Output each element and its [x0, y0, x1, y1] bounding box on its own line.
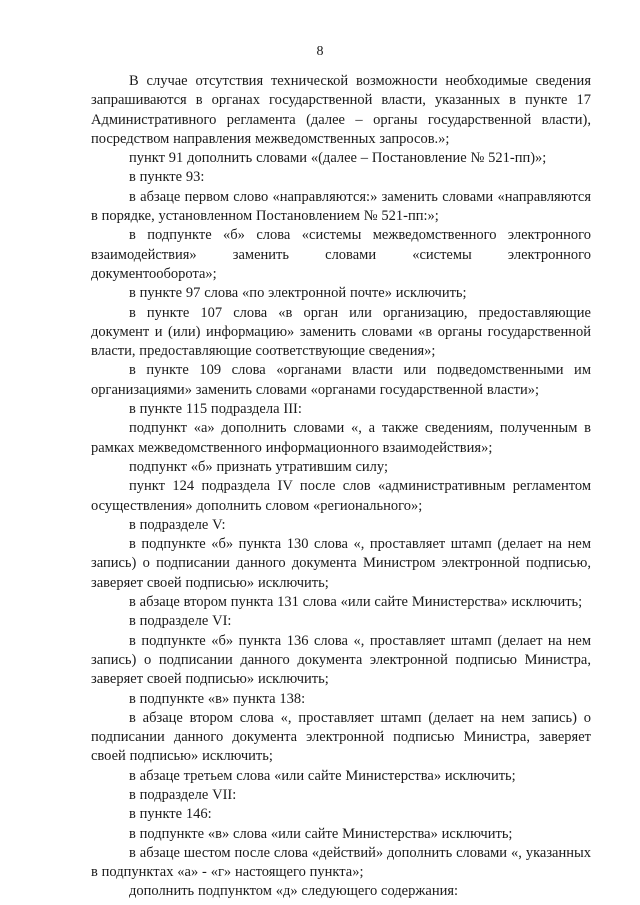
paragraph: В случае отсутствия технической возможности необходимые сведения запрашиваются в органах государственной власти, указанных в пункте 17 Административного регламента (далее – органы государственной власти), посредством направления межведомственных запросов.»; — [91, 73, 591, 147]
paragraph: в абзаце первом слово «направляются:» заменить словами «направляются в порядке, установленном Постановлением № 521-пп:»; — [91, 188, 591, 225]
paragraph: в пункте 93: — [129, 169, 205, 186]
paragraph: в подпункте «б» пункта 136 слова «, проставляет штамп (делает на нем запись) о подписании данного документа электронной подписью Министра, заверяет своей подписью» исключить; — [91, 632, 591, 688]
paragraph: пункт 91 дополнить словами «(далее – Постановление № 521-пп)»; — [129, 150, 547, 167]
paragraph: подпункт «б» признать утратившим силу; — [129, 458, 389, 475]
paragraph: в пункте 115 подраздела III: — [129, 401, 302, 418]
paragraph: в подразделе V: — [129, 516, 226, 533]
paragraph: в пункте 146: — [129, 806, 212, 823]
paragraph: в подразделе VI: — [129, 613, 232, 630]
paragraph: в абзаце шестом после слова «действий» дополнить словами «, указанных в подпунктах «а» - «г» настоящего пункта»; — [91, 844, 591, 881]
paragraph: в пункте 107 слова «в орган или организацию, предоставляющие документ и (или) информацию» заменить словами «в органы государственной власти, предоставляющие соответствующие сведения»; — [91, 304, 591, 360]
paragraph: в пункте 97 слова «по электронной почте» исключить; — [129, 285, 467, 302]
document-body — [91, 72, 591, 902]
paragraph: дополнить подпунктом «д» следующего содержания: — [129, 883, 459, 900]
paragraph: в абзаце втором пункта 131 слова «или сайте Министерства» исключить; — [129, 594, 583, 611]
paragraph: пункт 124 подраздела IV после слов «административным регламентом осуществления» дополнить словом «регионального»; — [91, 478, 591, 514]
paragraph: в абзаце втором слова «, проставляет штамп (делает на нем запись) о подписании данного документа электронной подписью Министра, заверяет своей подписью» исключить; — [91, 709, 591, 765]
paragraph: в пункте 109 слова «органами власти или подведомственными им организациями» заменить словами «органами государственной власти»; — [91, 362, 591, 398]
paragraph: в подразделе VII: — [129, 786, 237, 803]
paragraph: в подпункте «в» слова «или сайте Министерства» исключить; — [129, 825, 513, 842]
page-number: 8 — [316, 44, 324, 59]
paragraph: в подпункте «б» пункта 130 слова «, проставляет штамп (делает на нем запись) о подписании данного документа Министром электронной подписью, заверяет своей подписью» исключить; — [91, 536, 591, 591]
paragraph: в подпункте «в» пункта 138: — [129, 690, 306, 707]
paragraph: в абзаце третьем слова «или сайте Министерства» исключить; — [129, 767, 516, 784]
paragraph: в подпункте «б» слова «системы межведомственного электронного взаимодействия» заменить словами «системы электронного документооборота»; — [91, 227, 591, 282]
paragraph: подпункт «а» дополнить словами «, а также сведениям, полученным в рамках межведомственного информационного взаимодействия»; — [91, 420, 591, 456]
